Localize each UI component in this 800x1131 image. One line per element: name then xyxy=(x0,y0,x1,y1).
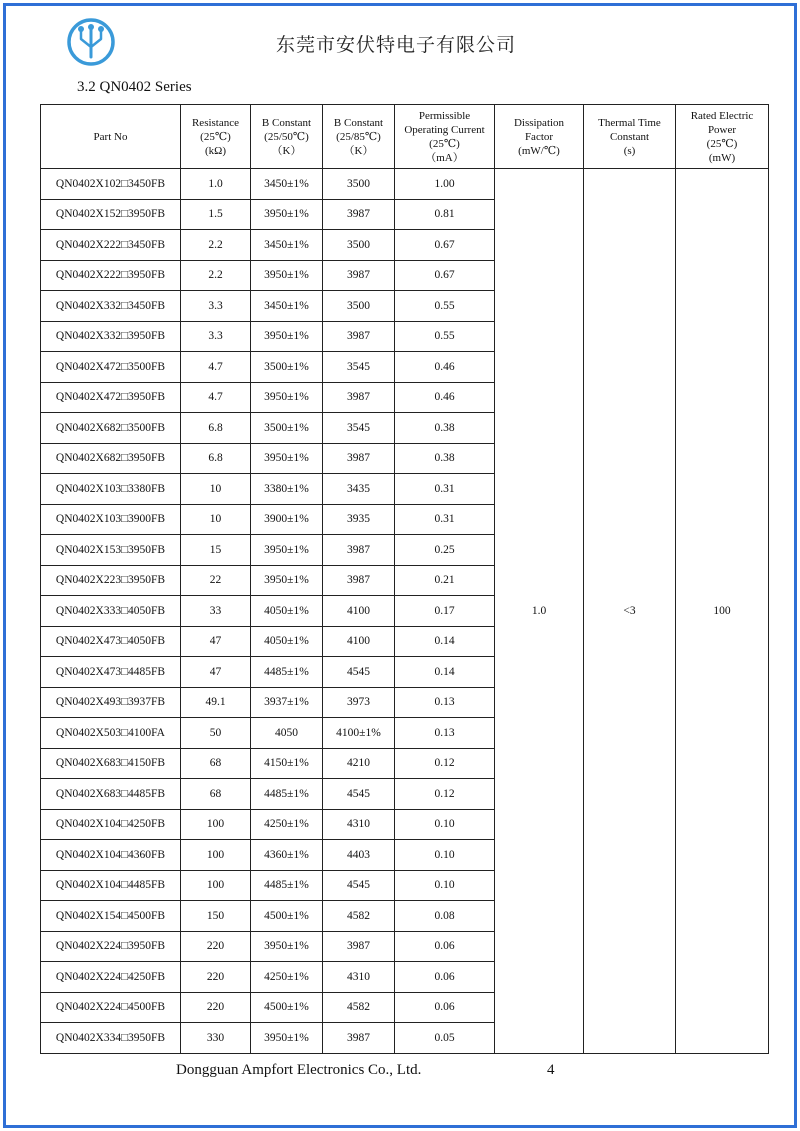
b-constant-25-50-cell: 3900±1% xyxy=(251,504,323,535)
b-constant-25-50-cell: 4500±1% xyxy=(251,901,323,932)
part-no-cell: QN0402X223□3950FB xyxy=(41,565,181,596)
part-no-cell: QN0402X332□3950FB xyxy=(41,321,181,352)
resistance-cell: 100 xyxy=(181,840,251,871)
b-constant-25-50-cell: 4485±1% xyxy=(251,657,323,688)
resistance-cell: 22 xyxy=(181,565,251,596)
b-constant-25-50-cell: 3500±1% xyxy=(251,352,323,383)
part-no-cell: QN0402X222□3950FB xyxy=(41,260,181,291)
operating-current-cell: 0.46 xyxy=(395,382,495,413)
resistance-cell: 1.0 xyxy=(181,169,251,200)
b-constant-25-50-cell: 3950±1% xyxy=(251,1023,323,1054)
b-constant-25-85-cell: 3500 xyxy=(323,291,395,322)
b-constant-25-85-cell: 4310 xyxy=(323,809,395,840)
part-no-cell: QN0402X683□4150FB xyxy=(41,748,181,779)
b-constant-25-50-cell: 3950±1% xyxy=(251,443,323,474)
b-constant-25-50-cell: 4050±1% xyxy=(251,596,323,627)
resistance-cell: 33 xyxy=(181,596,251,627)
header-b-constant-25-50: B Constant (25/50℃) （K） xyxy=(251,105,323,169)
resistance-cell: 1.5 xyxy=(181,199,251,230)
b-constant-25-85-cell: 3987 xyxy=(323,321,395,352)
operating-current-cell: 0.17 xyxy=(395,596,495,627)
dissipation-factor-cell: 1.0 xyxy=(495,169,584,1054)
b-constant-25-50-cell: 3450±1% xyxy=(251,291,323,322)
operating-current-cell: 0.31 xyxy=(395,474,495,505)
b-constant-25-85-cell: 4100 xyxy=(323,626,395,657)
b-constant-25-85-cell: 4210 xyxy=(323,748,395,779)
part-no-cell: QN0402X473□4050FB xyxy=(41,626,181,657)
resistance-cell: 3.3 xyxy=(181,291,251,322)
b-constant-25-85-cell: 3987 xyxy=(323,565,395,596)
table-row xyxy=(41,169,769,200)
b-constant-25-50-cell: 3950±1% xyxy=(251,565,323,596)
operating-current-cell: 0.38 xyxy=(395,443,495,474)
operating-current-cell: 0.10 xyxy=(395,870,495,901)
part-no-cell: QN0402X154□4500FB xyxy=(41,901,181,932)
part-no-cell: QN0402X104□4250FB xyxy=(41,809,181,840)
resistance-cell: 4.7 xyxy=(181,382,251,413)
b-constant-25-50-cell: 4250±1% xyxy=(251,962,323,993)
b-constant-25-85-cell: 3435 xyxy=(323,474,395,505)
b-constant-25-50-cell: 4150±1% xyxy=(251,748,323,779)
b-constant-25-85-cell: 3545 xyxy=(323,413,395,444)
thermal-time-constant-cell: <3 xyxy=(584,169,676,1054)
operating-current-cell: 0.14 xyxy=(395,626,495,657)
header-b-constant-25-85: B Constant (25/85℃) （K） xyxy=(323,105,395,169)
header-operating-current: Permissible Operating Current (25℃) （mA） xyxy=(395,105,495,169)
resistance-cell: 50 xyxy=(181,718,251,749)
resistance-cell: 2.2 xyxy=(181,260,251,291)
resistance-cell: 47 xyxy=(181,626,251,657)
part-no-cell: QN0402X104□4485FB xyxy=(41,870,181,901)
b-constant-25-50-cell: 3950±1% xyxy=(251,260,323,291)
b-constant-25-85-cell: 3987 xyxy=(323,931,395,962)
b-constant-25-50-cell: 4360±1% xyxy=(251,840,323,871)
section-title: 3.2 QN0402 Series xyxy=(77,79,192,95)
page-number: 4 xyxy=(547,1062,555,1078)
b-constant-25-50-cell: 3380±1% xyxy=(251,474,323,505)
b-constant-25-50-cell: 3950±1% xyxy=(251,321,323,352)
resistance-cell: 10 xyxy=(181,474,251,505)
part-no-cell: QN0402X103□3380FB xyxy=(41,474,181,505)
part-no-cell: QN0402X102□3450FB xyxy=(41,169,181,200)
resistance-cell: 2.2 xyxy=(181,230,251,261)
operating-current-cell: 0.38 xyxy=(395,413,495,444)
table-header-row xyxy=(41,105,769,169)
footer-company-name: Dongguan Ampfort Electronics Co., Ltd. xyxy=(176,1062,422,1078)
b-constant-25-50-cell: 3950±1% xyxy=(251,535,323,566)
operating-current-cell: 0.06 xyxy=(395,931,495,962)
operating-current-cell: 0.12 xyxy=(395,748,495,779)
resistance-cell: 6.8 xyxy=(181,413,251,444)
b-constant-25-85-cell: 3545 xyxy=(323,352,395,383)
b-constant-25-85-cell: 4100±1% xyxy=(323,718,395,749)
b-constant-25-85-cell: 4545 xyxy=(323,870,395,901)
b-constant-25-85-cell: 3987 xyxy=(323,199,395,230)
spec-table xyxy=(40,104,769,1054)
resistance-cell: 10 xyxy=(181,504,251,535)
b-constant-25-50-cell: 4485±1% xyxy=(251,779,323,810)
part-no-cell: QN0402X473□4485FB xyxy=(41,657,181,688)
part-no-cell: QN0402X104□4360FB xyxy=(41,840,181,871)
part-no-cell: QN0402X683□4485FB xyxy=(41,779,181,810)
b-constant-25-85-cell: 4582 xyxy=(323,992,395,1023)
b-constant-25-85-cell: 4100 xyxy=(323,596,395,627)
part-no-cell: QN0402X334□3950FB xyxy=(41,1023,181,1054)
b-constant-25-85-cell: 3935 xyxy=(323,504,395,535)
header-dissipation-factor: Dissipation Factor (mW/℃) xyxy=(495,105,584,169)
company-name-chinese: 东莞市安伏特电子有限公司 xyxy=(276,34,517,56)
part-no-cell: QN0402X222□3450FB xyxy=(41,230,181,261)
operating-current-cell: 1.00 xyxy=(395,169,495,200)
part-no-cell: QN0402X682□3950FB xyxy=(41,443,181,474)
operating-current-cell: 0.10 xyxy=(395,840,495,871)
operating-current-cell: 0.05 xyxy=(395,1023,495,1054)
b-constant-25-50-cell: 3950±1% xyxy=(251,382,323,413)
b-constant-25-85-cell: 3987 xyxy=(323,382,395,413)
resistance-cell: 100 xyxy=(181,809,251,840)
operating-current-cell: 0.46 xyxy=(395,352,495,383)
b-constant-25-50-cell: 4050±1% xyxy=(251,626,323,657)
b-constant-25-85-cell: 3500 xyxy=(323,169,395,200)
operating-current-cell: 0.55 xyxy=(395,291,495,322)
b-constant-25-50-cell: 3950±1% xyxy=(251,931,323,962)
circuit-tree-logo-icon xyxy=(66,17,116,67)
b-constant-25-50-cell: 4500±1% xyxy=(251,992,323,1023)
part-no-cell: QN0402X503□4100FA xyxy=(41,718,181,749)
b-constant-25-85-cell: 4403 xyxy=(323,840,395,871)
operating-current-cell: 0.12 xyxy=(395,779,495,810)
operating-current-cell: 0.10 xyxy=(395,809,495,840)
operating-current-cell: 0.67 xyxy=(395,260,495,291)
operating-current-cell: 0.31 xyxy=(395,504,495,535)
operating-current-cell: 0.13 xyxy=(395,718,495,749)
b-constant-25-50-cell: 4250±1% xyxy=(251,809,323,840)
b-constant-25-85-cell: 4545 xyxy=(323,657,395,688)
b-constant-25-50-cell: 3450±1% xyxy=(251,230,323,261)
b-constant-25-85-cell: 4582 xyxy=(323,901,395,932)
part-no-cell: QN0402X682□3500FB xyxy=(41,413,181,444)
b-constant-25-85-cell: 3987 xyxy=(323,443,395,474)
b-constant-25-85-cell: 3987 xyxy=(323,1023,395,1054)
b-constant-25-50-cell: 3937±1% xyxy=(251,687,323,718)
resistance-cell: 220 xyxy=(181,962,251,993)
resistance-cell: 47 xyxy=(181,657,251,688)
header-thermal-time-constant: Thermal Time Constant (s) xyxy=(584,105,676,169)
part-no-cell: QN0402X224□3950FB xyxy=(41,931,181,962)
operating-current-cell: 0.13 xyxy=(395,687,495,718)
header-part-no: Part No xyxy=(41,105,181,169)
operating-current-cell: 0.67 xyxy=(395,230,495,261)
b-constant-25-50-cell: 3950±1% xyxy=(251,199,323,230)
b-constant-25-50-cell: 3450±1% xyxy=(251,169,323,200)
operating-current-cell: 0.81 xyxy=(395,199,495,230)
resistance-cell: 68 xyxy=(181,748,251,779)
operating-current-cell: 0.06 xyxy=(395,962,495,993)
part-no-cell: QN0402X224□4250FB xyxy=(41,962,181,993)
part-no-cell: QN0402X332□3450FB xyxy=(41,291,181,322)
b-constant-25-85-cell: 3973 xyxy=(323,687,395,718)
header-resistance: Resistance (25℃) (kΩ) xyxy=(181,105,251,169)
part-no-cell: QN0402X472□3950FB xyxy=(41,382,181,413)
part-no-cell: QN0402X224□4500FB xyxy=(41,992,181,1023)
operating-current-cell: 0.25 xyxy=(395,535,495,566)
b-constant-25-85-cell: 3987 xyxy=(323,260,395,291)
b-constant-25-85-cell: 3500 xyxy=(323,230,395,261)
part-no-cell: QN0402X153□3950FB xyxy=(41,535,181,566)
resistance-cell: 100 xyxy=(181,870,251,901)
resistance-cell: 6.8 xyxy=(181,443,251,474)
resistance-cell: 4.7 xyxy=(181,352,251,383)
b-constant-25-50-cell: 4050 xyxy=(251,718,323,749)
resistance-cell: 220 xyxy=(181,931,251,962)
part-no-cell: QN0402X103□3900FB xyxy=(41,504,181,535)
operating-current-cell: 0.08 xyxy=(395,901,495,932)
b-constant-25-85-cell: 4310 xyxy=(323,962,395,993)
operating-current-cell: 0.14 xyxy=(395,657,495,688)
part-no-cell: QN0402X152□3950FB xyxy=(41,199,181,230)
operating-current-cell: 0.55 xyxy=(395,321,495,352)
b-constant-25-50-cell: 4485±1% xyxy=(251,870,323,901)
resistance-cell: 150 xyxy=(181,901,251,932)
resistance-cell: 49.1 xyxy=(181,687,251,718)
operating-current-cell: 0.06 xyxy=(395,992,495,1023)
part-no-cell: QN0402X333□4050FB xyxy=(41,596,181,627)
b-constant-25-50-cell: 3500±1% xyxy=(251,413,323,444)
operating-current-cell: 0.21 xyxy=(395,565,495,596)
resistance-cell: 3.3 xyxy=(181,321,251,352)
resistance-cell: 330 xyxy=(181,1023,251,1054)
b-constant-25-85-cell: 3987 xyxy=(323,535,395,566)
resistance-cell: 15 xyxy=(181,535,251,566)
part-no-cell: QN0402X472□3500FB xyxy=(41,352,181,383)
resistance-cell: 68 xyxy=(181,779,251,810)
header-rated-power: Rated Electric Power (25℃) (mW) xyxy=(676,105,769,169)
part-no-cell: QN0402X493□3937FB xyxy=(41,687,181,718)
rated-power-cell: 100 xyxy=(676,169,769,1054)
resistance-cell: 220 xyxy=(181,992,251,1023)
b-constant-25-85-cell: 4545 xyxy=(323,779,395,810)
